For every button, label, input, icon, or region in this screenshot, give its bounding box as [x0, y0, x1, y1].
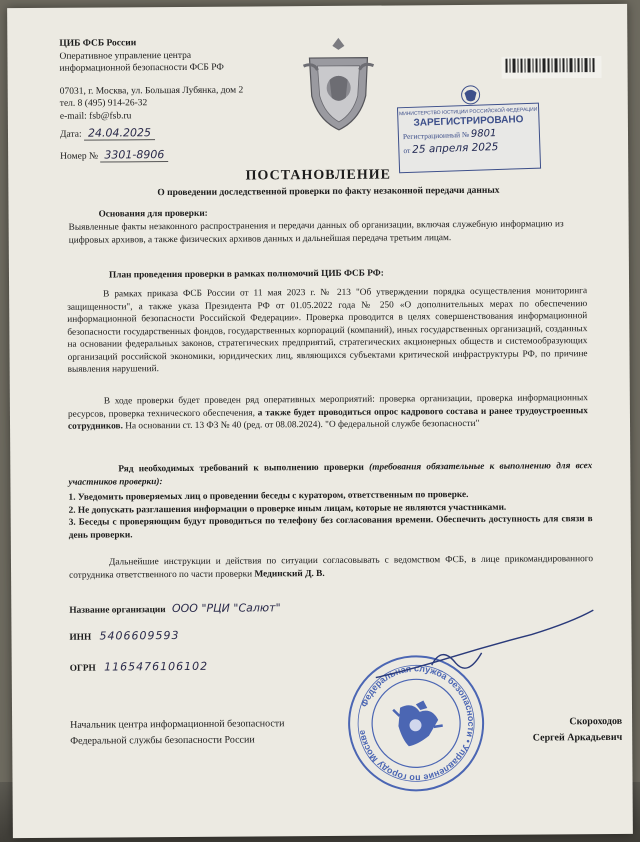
- position-line-1: Начальник центра информационной безопасности: [70, 718, 285, 731]
- instructions-paragraph: [69, 553, 593, 582]
- requirements-heading-bold: Ряд необходимых требований к выполнению проверки: [118, 462, 364, 475]
- inn-row: [69, 629, 369, 645]
- stamp-date-row: [403, 140, 535, 156]
- org-name-label: Название организации: [69, 605, 166, 616]
- plan-heading: План проведения проверки в рамках полномочий ЦИБ ФСБ РФ:: [108, 268, 384, 281]
- signatory-name: [482, 714, 622, 747]
- date-value: 24.04.2025: [84, 126, 155, 140]
- org-line-2: Оперативное управление центра: [59, 50, 192, 62]
- requirements-heading-italic: (требования обязательные к выполнению для всех участников проверки):: [68, 461, 593, 488]
- instructions-name: Мединский Д. В.: [254, 568, 325, 579]
- date-row: [60, 126, 280, 141]
- plan-paragraph-2: [68, 392, 588, 433]
- sender-header: [59, 36, 290, 123]
- signatory-surname: Скороходов: [569, 715, 623, 728]
- stamp-reg-label: Регистрационный №: [402, 129, 470, 142]
- plan-p2-bold: а также будет проводиться опрос кадрового состава и ранее трудоустроенных сотрудников.: [67, 405, 588, 432]
- ogrn-label: ОГРН: [69, 663, 96, 674]
- requirement-item-2: 2. Не допускать разглашения информации о проверке иным лицам, которые не являются участниками.: [68, 502, 507, 516]
- requirement-item-1: 1. Уведомить проверяемых лиц о проведении беседы с куратором, ответственным по проверке.: [68, 489, 469, 503]
- plan-paragraph-1: В рамках приказа ФСБ России от 11 мая 2023 г. № 213 "Об утверждении порядка осуществления мониторинга защищенности", а также указа Президента РФ от 01.05.2022 года № 250 «О дополнительных мерах по обеспечению информационной безопасности Российской Федерации». Проверка проводится в целях совершенствования информационной безопасности государственных фондов, государственных корпораций (компаний), иных государственных организаций, созданных на основании федеральных законов, стратегических предприятий, стратегических акционерных обществ и системообразующих организаций российской экономики, юридических лиц, являющихся субъектами критической инфраструктуры РФ, по причине выявления нарушений.: [67, 286, 588, 375]
- signatory-position: [70, 716, 370, 750]
- signatory-first-name: Сергей Аркадьевич: [532, 731, 623, 744]
- fsb-emblem-icon: [299, 36, 378, 133]
- instructions-text: Дальнейшие инструкции и действия по ситуации согласовывать с ведомством ФСБ, в лице прикомандированного сотрудника ответственного по части проверки: [69, 554, 594, 581]
- grounds-text: Выявленные факты незаконного распространения и передачи данных об организации, включая служебную информацию из цифровых архивов, а также физических архивов данных и дальнейшая передача третьим лицам.: [68, 219, 564, 246]
- org-name-value: ООО "РЦИ "Салют": [171, 601, 281, 616]
- address: 07031, г. Москва, ул. Большая Лубянка, дом 2: [59, 85, 244, 97]
- ogrn-value: 1165476106102: [104, 659, 209, 674]
- document-subtitle: О проведении доследственной проверки по факту незаконной передачи данных: [157, 185, 500, 199]
- stamp-top-text: МИНИСТЕРСТВО ЮСТИЦИИ РОССИЙСКОЙ ФЕДЕРАЦИИ: [398, 106, 538, 118]
- org-line-1: ЦИБ ФСБ России: [59, 38, 137, 49]
- registration-stamp: [397, 103, 541, 174]
- handwritten-signature: [371, 604, 602, 696]
- inn-value: 5406609593: [99, 628, 180, 643]
- plan-p2-start: В ходе проверки будет проведен ряд оперативных мероприятий: проверка организации, проверка информационных ресурсов, проверка технического обеспечения,: [67, 393, 588, 420]
- double-eagle-icon: [384, 693, 448, 754]
- stamp-reg-number: 9801: [470, 128, 497, 140]
- barcode-icon: [501, 56, 601, 79]
- position-line-2: Федеральной службы безопасности России: [70, 734, 255, 747]
- org-line-3: информационной безопасности ФСБ РФ: [59, 62, 224, 74]
- inn-label: ИНН: [69, 632, 92, 643]
- requirement-item-3: 3. Беседы с проверяющим будут проводиться по телефону без согласования времени. Обеспечить доступность для связи в день проверки.: [68, 514, 593, 541]
- number-value: 3301-8906: [100, 148, 168, 162]
- number-label: Номер №: [60, 151, 99, 162]
- phone: тел. 8 (495) 914-26-32: [59, 98, 148, 109]
- grounds-heading: Основания для проверки:: [98, 208, 208, 220]
- date-label: Дата:: [59, 129, 82, 140]
- number-row: [60, 148, 280, 163]
- document-title: ПОСТАНОВЛЕНИЕ: [245, 167, 391, 184]
- stamp-from-label: от: [403, 145, 411, 156]
- seal-ring-text: Федеральная служба безопасности • Управление по городу Москве: [356, 663, 477, 784]
- document-sheet: [7, 4, 633, 838]
- requirements-heading: [68, 460, 592, 489]
- plan-p2-end: На основании ст. 13 ФЗ № 40 (ред. от 08.08.2024). "О федеральной службе безопасности": [122, 418, 480, 432]
- eagle-emblem-icon: [459, 84, 482, 107]
- ogrn-row: [70, 660, 370, 676]
- stamp-registered: ЗАРЕГИСТРИРОВАНО: [413, 114, 524, 129]
- stamp-reg-date: 25 апреля 2025: [412, 140, 499, 156]
- requirements-list: [68, 488, 592, 542]
- email: e-mail: fsb@fsb.ru: [59, 110, 132, 122]
